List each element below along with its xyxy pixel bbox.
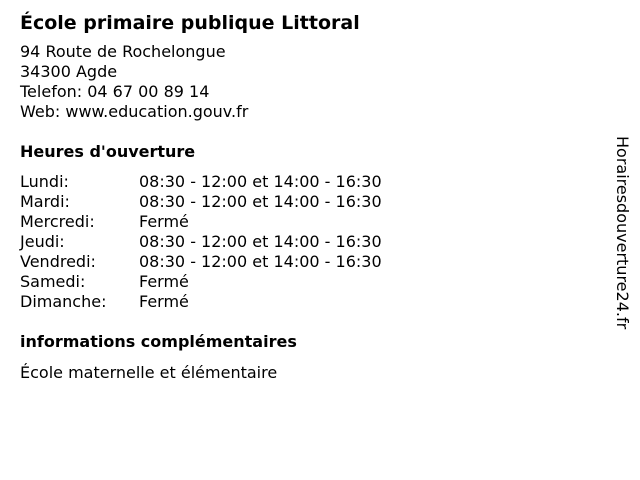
hours-row — [20, 232, 590, 252]
day-label: Samedi: — [20, 272, 86, 291]
day-label: Mercredi: — [20, 212, 95, 231]
address-street: 94 Route de Rochelongue — [20, 42, 226, 61]
day-hours: 08:30 - 12:00 et 14:00 - 16:30 — [139, 172, 382, 191]
day-hours: 08:30 - 12:00 et 14:00 - 16:30 — [139, 232, 382, 251]
hours-row — [20, 292, 590, 312]
hours-row — [20, 212, 590, 232]
day-label: Vendredi: — [20, 252, 96, 271]
hours-heading: Heures d'ouverture — [20, 142, 196, 161]
day-label: Jeudi: — [20, 232, 65, 251]
day-label: Lundi: — [20, 172, 69, 191]
watermark-text: Horairesdouverture24.fr — [613, 136, 632, 330]
hours-row — [20, 172, 590, 192]
day-label: Mardi: — [20, 192, 70, 211]
hours-row — [20, 272, 590, 292]
hours-table — [20, 172, 590, 312]
hours-row — [20, 192, 590, 212]
day-hours: Fermé — [139, 272, 189, 291]
school-card — [20, 10, 590, 383]
day-hours: 08:30 - 12:00 et 14:00 - 16:30 — [139, 252, 382, 271]
day-label: Dimanche: — [20, 292, 107, 311]
day-hours: Fermé — [139, 292, 189, 311]
day-hours: Fermé — [139, 212, 189, 231]
phone-number: Telefon: 04 67 00 89 14 — [20, 82, 210, 101]
info-heading: informations complémentaires — [20, 332, 297, 351]
address-city: 34300 Agde — [20, 62, 118, 81]
website: Web: www.education.gouv.fr — [20, 102, 249, 121]
hours-row — [20, 252, 590, 272]
info-text: École maternelle et élémentaire — [20, 363, 278, 382]
watermark-sidebar — [610, 136, 634, 376]
day-hours: 08:30 - 12:00 et 14:00 - 16:30 — [139, 192, 382, 211]
school-name: École primaire publique Littoral — [20, 12, 360, 34]
